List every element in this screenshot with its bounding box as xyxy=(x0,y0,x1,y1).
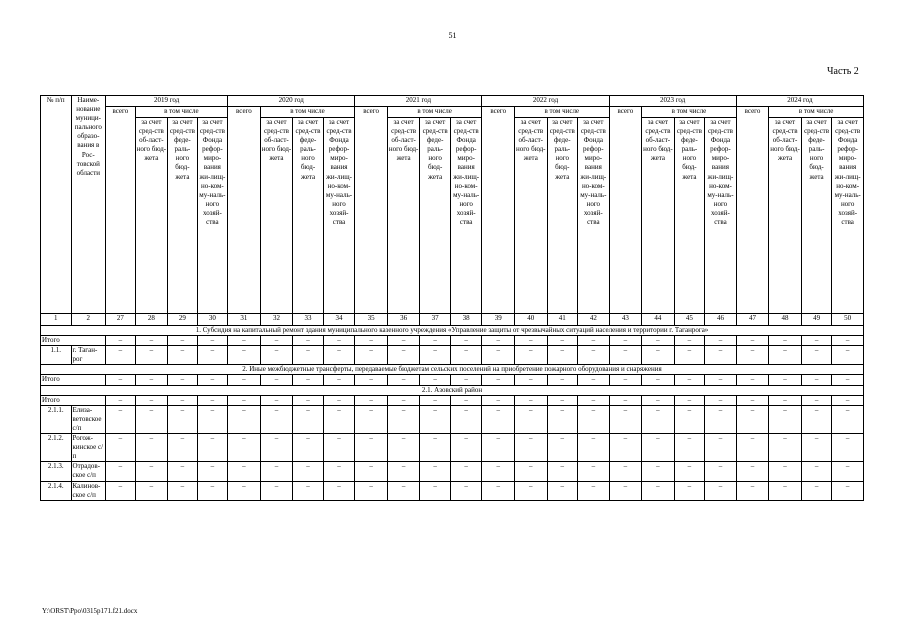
total-row-1 xyxy=(41,336,864,346)
value-cell: – xyxy=(197,336,228,346)
header-year: 2021 год xyxy=(355,96,482,107)
value-cell: – xyxy=(674,395,705,405)
value-cell: – xyxy=(293,405,324,433)
header-regional-budget: за счет сред-ств об-ласт-ного бюд-жета xyxy=(135,118,168,314)
value-cell: – xyxy=(674,346,705,365)
value-cell: – xyxy=(355,462,388,481)
header-including: в том числе xyxy=(769,107,864,118)
value-cell: – xyxy=(450,405,482,433)
value-cell: – xyxy=(514,481,547,500)
value-cell: – xyxy=(609,462,642,481)
value-cell: – xyxy=(801,395,832,405)
value-cell: – xyxy=(547,462,578,481)
value-cell: – xyxy=(642,462,675,481)
value-cell: – xyxy=(547,346,578,365)
value-cell: – xyxy=(387,336,420,346)
value-cell: – xyxy=(578,405,610,433)
value-cell: – xyxy=(514,462,547,481)
row-name: Отрадов-ское с/п xyxy=(71,462,106,481)
value-cell: – xyxy=(705,346,737,365)
row-label: Итого xyxy=(41,375,106,385)
value-cell: – xyxy=(135,405,168,433)
value-cell: – xyxy=(674,481,705,500)
value-cell: – xyxy=(260,405,293,433)
row-2-1-2 xyxy=(41,434,864,462)
section-row-2 xyxy=(41,365,864,375)
value-cell: – xyxy=(387,395,420,405)
value-cell: – xyxy=(293,434,324,462)
value-cell: – xyxy=(228,346,261,365)
value-cell: – xyxy=(387,481,420,500)
header-housing-fund: за счет сред-ств Фонда рефор-миро-вания жи-лищ-но-ком-му-наль-ного хозяй-ства xyxy=(450,118,482,314)
value-cell: – xyxy=(387,346,420,365)
value-cell: – xyxy=(547,336,578,346)
value-cell: – xyxy=(769,434,802,462)
value-cell: – xyxy=(323,405,355,433)
total-row-2-1 xyxy=(41,395,864,405)
value-cell: – xyxy=(420,336,451,346)
value-cell: – xyxy=(323,375,355,385)
value-cell: – xyxy=(705,462,737,481)
value-cell: – xyxy=(106,336,136,346)
value-cell: – xyxy=(674,434,705,462)
row-number: 1.1. xyxy=(41,346,72,365)
value-cell: – xyxy=(578,346,610,365)
value-cell: – xyxy=(832,395,864,405)
value-cell: – xyxy=(260,395,293,405)
column-number: 49 xyxy=(801,314,832,326)
value-cell: – xyxy=(355,375,388,385)
header-regional-budget: за счет сред-ств об-ласт-ного бюд-жета xyxy=(387,118,420,314)
budget-table xyxy=(40,95,864,501)
value-cell: – xyxy=(736,336,769,346)
value-cell: – xyxy=(705,405,737,433)
column-number: 50 xyxy=(832,314,864,326)
value-cell: – xyxy=(323,336,355,346)
value-cell: – xyxy=(578,481,610,500)
column-number: 37 xyxy=(420,314,451,326)
value-cell: – xyxy=(482,481,515,500)
header-including: в том числе xyxy=(135,107,228,118)
value-cell: – xyxy=(450,434,482,462)
section-title: 2.1. Азовский район xyxy=(41,385,864,395)
header-housing-fund: за счет сред-ств Фонда рефор-миро-вания жи-лищ-но-ком-му-наль-ного хозяй-ства xyxy=(323,118,355,314)
value-cell: – xyxy=(293,395,324,405)
value-cell: – xyxy=(705,375,737,385)
value-cell: – xyxy=(323,481,355,500)
value-cell: – xyxy=(355,346,388,365)
value-cell: – xyxy=(832,375,864,385)
value-cell: – xyxy=(450,462,482,481)
value-cell: – xyxy=(578,336,610,346)
header-year: 2023 год xyxy=(609,96,736,107)
value-cell: – xyxy=(578,434,610,462)
value-cell: – xyxy=(106,481,136,500)
value-cell: – xyxy=(260,481,293,500)
value-cell: – xyxy=(609,395,642,405)
column-number: 32 xyxy=(260,314,293,326)
row-number: 2.1.2. xyxy=(41,434,72,462)
value-cell: – xyxy=(168,405,198,433)
value-cell: – xyxy=(168,395,198,405)
value-cell: – xyxy=(387,405,420,433)
value-cell: – xyxy=(674,336,705,346)
column-number: 27 xyxy=(106,314,136,326)
column-number: 48 xyxy=(769,314,802,326)
value-cell: – xyxy=(420,462,451,481)
value-cell: – xyxy=(578,462,610,481)
value-cell: – xyxy=(705,336,737,346)
header-housing-fund: за счет сред-ств Фонда рефор-миро-вания жи-лищ-но-ком-му-наль-ного хозяй-ства xyxy=(705,118,737,314)
value-cell: – xyxy=(228,481,261,500)
value-cell: – xyxy=(355,405,388,433)
value-cell: – xyxy=(168,434,198,462)
value-cell: – xyxy=(832,434,864,462)
value-cell: – xyxy=(642,481,675,500)
value-cell: – xyxy=(769,395,802,405)
header-year: 2019 год xyxy=(106,96,228,107)
value-cell: – xyxy=(736,375,769,385)
column-number: 36 xyxy=(387,314,420,326)
value-cell: – xyxy=(736,346,769,365)
total-row-2 xyxy=(41,375,864,385)
header-total: всего xyxy=(355,107,388,314)
value-cell: – xyxy=(228,405,261,433)
value-cell: – xyxy=(832,405,864,433)
column-number: 41 xyxy=(547,314,578,326)
value-cell: – xyxy=(801,481,832,500)
value-cell: – xyxy=(705,434,737,462)
header-total: всего xyxy=(609,107,642,314)
value-cell: – xyxy=(135,434,168,462)
value-cell: – xyxy=(514,434,547,462)
value-cell: – xyxy=(769,336,802,346)
value-cell: – xyxy=(705,481,737,500)
value-cell: – xyxy=(832,346,864,365)
column-number: 39 xyxy=(482,314,515,326)
section-title: 2. Иные межбюджетные трансферты, передаваемые бюджетам сельских поселений на приобретение пожарного оборудования и снаряжения xyxy=(41,365,864,375)
row-name: г. Таган-рог xyxy=(71,346,106,365)
value-cell: – xyxy=(228,395,261,405)
value-cell: – xyxy=(547,481,578,500)
value-cell: – xyxy=(482,405,515,433)
row-2-1-3 xyxy=(41,462,864,481)
row-2-1-1 xyxy=(41,405,864,433)
header-including: в том числе xyxy=(387,107,482,118)
value-cell: – xyxy=(674,405,705,433)
header-total: всего xyxy=(736,107,769,314)
value-cell: – xyxy=(450,375,482,385)
value-cell: – xyxy=(642,346,675,365)
value-cell: – xyxy=(293,375,324,385)
value-cell: – xyxy=(106,405,136,433)
header-including: в том числе xyxy=(642,107,737,118)
header-total: всего xyxy=(106,107,136,314)
header-num: № п/п xyxy=(41,96,72,314)
value-cell: – xyxy=(260,375,293,385)
value-cell: – xyxy=(323,434,355,462)
column-number: 40 xyxy=(514,314,547,326)
value-cell: – xyxy=(197,346,228,365)
value-cell: – xyxy=(420,395,451,405)
column-number: 31 xyxy=(228,314,261,326)
value-cell: – xyxy=(168,462,198,481)
column-number: 34 xyxy=(323,314,355,326)
value-cell: – xyxy=(228,375,261,385)
value-cell: – xyxy=(355,434,388,462)
value-cell: – xyxy=(801,375,832,385)
header-regional-budget: за счет сред-ств об-ласт-ного бюд-жета xyxy=(769,118,802,314)
value-cell: – xyxy=(769,375,802,385)
value-cell: – xyxy=(450,346,482,365)
value-cell: – xyxy=(106,434,136,462)
value-cell: – xyxy=(135,346,168,365)
value-cell: – xyxy=(547,405,578,433)
value-cell: – xyxy=(547,434,578,462)
value-cell: – xyxy=(609,346,642,365)
value-cell: – xyxy=(482,336,515,346)
value-cell: – xyxy=(578,375,610,385)
value-cell: – xyxy=(106,346,136,365)
value-cell: – xyxy=(642,405,675,433)
value-cell: – xyxy=(801,434,832,462)
header-row-subgroups xyxy=(41,107,864,118)
value-cell: – xyxy=(387,434,420,462)
header-housing-fund: за счет сред-ств Фонда рефор-миро-вания жи-лищ-но-ком-му-наль-ного хозяй-ства xyxy=(578,118,610,314)
value-cell: – xyxy=(482,346,515,365)
value-cell: – xyxy=(674,375,705,385)
value-cell: – xyxy=(420,375,451,385)
value-cell: – xyxy=(106,462,136,481)
value-cell: – xyxy=(135,481,168,500)
value-cell: – xyxy=(450,336,482,346)
value-cell: – xyxy=(197,462,228,481)
value-cell: – xyxy=(609,481,642,500)
value-cell: – xyxy=(168,346,198,365)
value-cell: – xyxy=(705,395,737,405)
value-cell: – xyxy=(642,434,675,462)
value-cell: – xyxy=(642,336,675,346)
value-cell: – xyxy=(355,336,388,346)
row-2-1-4 xyxy=(41,481,864,500)
column-number: 42 xyxy=(578,314,610,326)
value-cell: – xyxy=(228,336,261,346)
value-cell: – xyxy=(420,434,451,462)
row-1-1 xyxy=(41,346,864,365)
column-number: 33 xyxy=(293,314,324,326)
value-cell: – xyxy=(832,481,864,500)
row-number: 2.1.3. xyxy=(41,462,72,481)
value-cell: – xyxy=(168,336,198,346)
value-cell: – xyxy=(514,395,547,405)
header-housing-fund: за счет сред-ств Фонда рефор-миро-вания жи-лищ-но-ком-му-наль-ного хозяй-ства xyxy=(197,118,228,314)
header-federal-budget: за счет сред-ств феде-раль-ного бюд-жета xyxy=(547,118,578,314)
value-cell: – xyxy=(260,462,293,481)
row-name: Калинов-ское с/п xyxy=(71,481,106,500)
header-year: 2020 год xyxy=(228,96,355,107)
value-cell: – xyxy=(293,336,324,346)
value-cell: – xyxy=(135,375,168,385)
value-cell: – xyxy=(197,375,228,385)
section-title: 1. Субсидия на капитальный ремонт здания муниципального казенного учреждения «Управление защиты от чрезвычайных ситуаций населения и территории г. Таганрога» xyxy=(41,326,864,336)
header-total: всего xyxy=(228,107,261,314)
column-numbers-row xyxy=(41,314,864,326)
column-number: 2 xyxy=(71,314,106,326)
value-cell: – xyxy=(260,346,293,365)
value-cell: – xyxy=(106,375,136,385)
column-number: 38 xyxy=(450,314,482,326)
value-cell: – xyxy=(420,346,451,365)
value-cell: – xyxy=(578,395,610,405)
value-cell: – xyxy=(514,375,547,385)
value-cell: – xyxy=(832,336,864,346)
column-number: 30 xyxy=(197,314,228,326)
value-cell: – xyxy=(769,405,802,433)
header-federal-budget: за счет сред-ств феде-раль-ного бюд-жета xyxy=(674,118,705,314)
value-cell: – xyxy=(293,481,324,500)
header-including: в том числе xyxy=(514,107,609,118)
value-cell: – xyxy=(769,481,802,500)
value-cell: – xyxy=(801,405,832,433)
value-cell: – xyxy=(450,395,482,405)
value-cell: – xyxy=(323,346,355,365)
column-number: 43 xyxy=(609,314,642,326)
value-cell: – xyxy=(482,462,515,481)
value-cell: – xyxy=(135,462,168,481)
value-cell: – xyxy=(736,405,769,433)
header-federal-budget: за счет сред-ств феде-раль-ного бюд-жета xyxy=(801,118,832,314)
header-regional-budget: за счет сред-ств об-ласт-ного бюд-жета xyxy=(642,118,675,314)
column-number: 44 xyxy=(642,314,675,326)
column-number: 46 xyxy=(705,314,737,326)
value-cell: – xyxy=(420,405,451,433)
row-name: Елиза-ветовское с/п xyxy=(71,405,106,433)
value-cell: – xyxy=(482,434,515,462)
part-label: Часть 2 xyxy=(827,66,859,77)
value-cell: – xyxy=(197,405,228,433)
header-name: Наиме-нование муници-пального образо-вания в Рос-товской области xyxy=(71,96,106,314)
header-federal-budget: за счет сред-ств феде-раль-ного бюд-жета xyxy=(420,118,451,314)
value-cell: – xyxy=(547,395,578,405)
value-cell: – xyxy=(514,405,547,433)
header-total: всего xyxy=(482,107,515,314)
row-label: Итого xyxy=(41,395,106,405)
footer-file-path: Y:\ORST\Ppo\0315p171.f21.docx xyxy=(42,607,138,615)
value-cell: – xyxy=(482,375,515,385)
value-cell: – xyxy=(135,395,168,405)
value-cell: – xyxy=(642,395,675,405)
value-cell: – xyxy=(420,481,451,500)
value-cell: – xyxy=(801,346,832,365)
value-cell: – xyxy=(355,395,388,405)
value-cell: – xyxy=(197,395,228,405)
column-number: 47 xyxy=(736,314,769,326)
column-number: 1 xyxy=(41,314,72,326)
value-cell: – xyxy=(832,462,864,481)
value-cell: – xyxy=(609,434,642,462)
value-cell: – xyxy=(736,481,769,500)
column-number: 35 xyxy=(355,314,388,326)
header-year: 2022 год xyxy=(482,96,609,107)
value-cell: – xyxy=(323,395,355,405)
value-cell: – xyxy=(293,346,324,365)
value-cell: – xyxy=(674,462,705,481)
value-cell: – xyxy=(547,375,578,385)
value-cell: – xyxy=(450,481,482,500)
value-cell: – xyxy=(135,336,168,346)
column-number: 28 xyxy=(135,314,168,326)
row-label: Итого xyxy=(41,336,106,346)
value-cell: – xyxy=(801,336,832,346)
column-number: 29 xyxy=(168,314,198,326)
value-cell: – xyxy=(197,481,228,500)
value-cell: – xyxy=(387,462,420,481)
value-cell: – xyxy=(609,375,642,385)
value-cell: – xyxy=(106,395,136,405)
value-cell: – xyxy=(769,462,802,481)
value-cell: – xyxy=(260,336,293,346)
value-cell: – xyxy=(355,481,388,500)
header-row-years xyxy=(41,96,864,107)
value-cell: – xyxy=(228,462,261,481)
value-cell: – xyxy=(609,336,642,346)
value-cell: – xyxy=(482,395,515,405)
column-number: 45 xyxy=(674,314,705,326)
value-cell: – xyxy=(197,434,228,462)
value-cell: – xyxy=(736,395,769,405)
header-federal-budget: за счет сред-ств феде-раль-ного бюд-жета xyxy=(293,118,324,314)
page-number: 51 xyxy=(448,31,457,40)
value-cell: – xyxy=(609,405,642,433)
value-cell: – xyxy=(168,481,198,500)
header-regional-budget: за счет сред-ств об-ласт-ного бюд-жета xyxy=(514,118,547,314)
value-cell: – xyxy=(514,336,547,346)
value-cell: – xyxy=(736,462,769,481)
row-number: 2.1.1. xyxy=(41,405,72,433)
value-cell: – xyxy=(228,434,261,462)
value-cell: – xyxy=(323,462,355,481)
value-cell: – xyxy=(769,346,802,365)
header-housing-fund: за счет сред-ств Фонда рефор-миро-вания жи-лищ-но-ком-му-наль-ного хозяй-ства xyxy=(832,118,864,314)
value-cell: – xyxy=(801,462,832,481)
section-row-2-1 xyxy=(41,385,864,395)
header-regional-budget: за счет сред-ств об-ласт-ного бюд-жета xyxy=(260,118,293,314)
value-cell: – xyxy=(260,434,293,462)
row-name: Рогож-кинское с/п xyxy=(71,434,106,462)
value-cell: – xyxy=(293,462,324,481)
value-cell: – xyxy=(168,375,198,385)
value-cell: – xyxy=(514,346,547,365)
value-cell: – xyxy=(736,434,769,462)
header-year: 2024 год xyxy=(736,96,863,107)
row-number: 2.1.4. xyxy=(41,481,72,500)
value-cell: – xyxy=(642,375,675,385)
header-including: в том числе xyxy=(260,107,355,118)
section-row-1 xyxy=(41,326,864,336)
header-federal-budget: за счет сред-ств феде-раль-ного бюд-жета xyxy=(168,118,198,314)
value-cell: – xyxy=(387,375,420,385)
